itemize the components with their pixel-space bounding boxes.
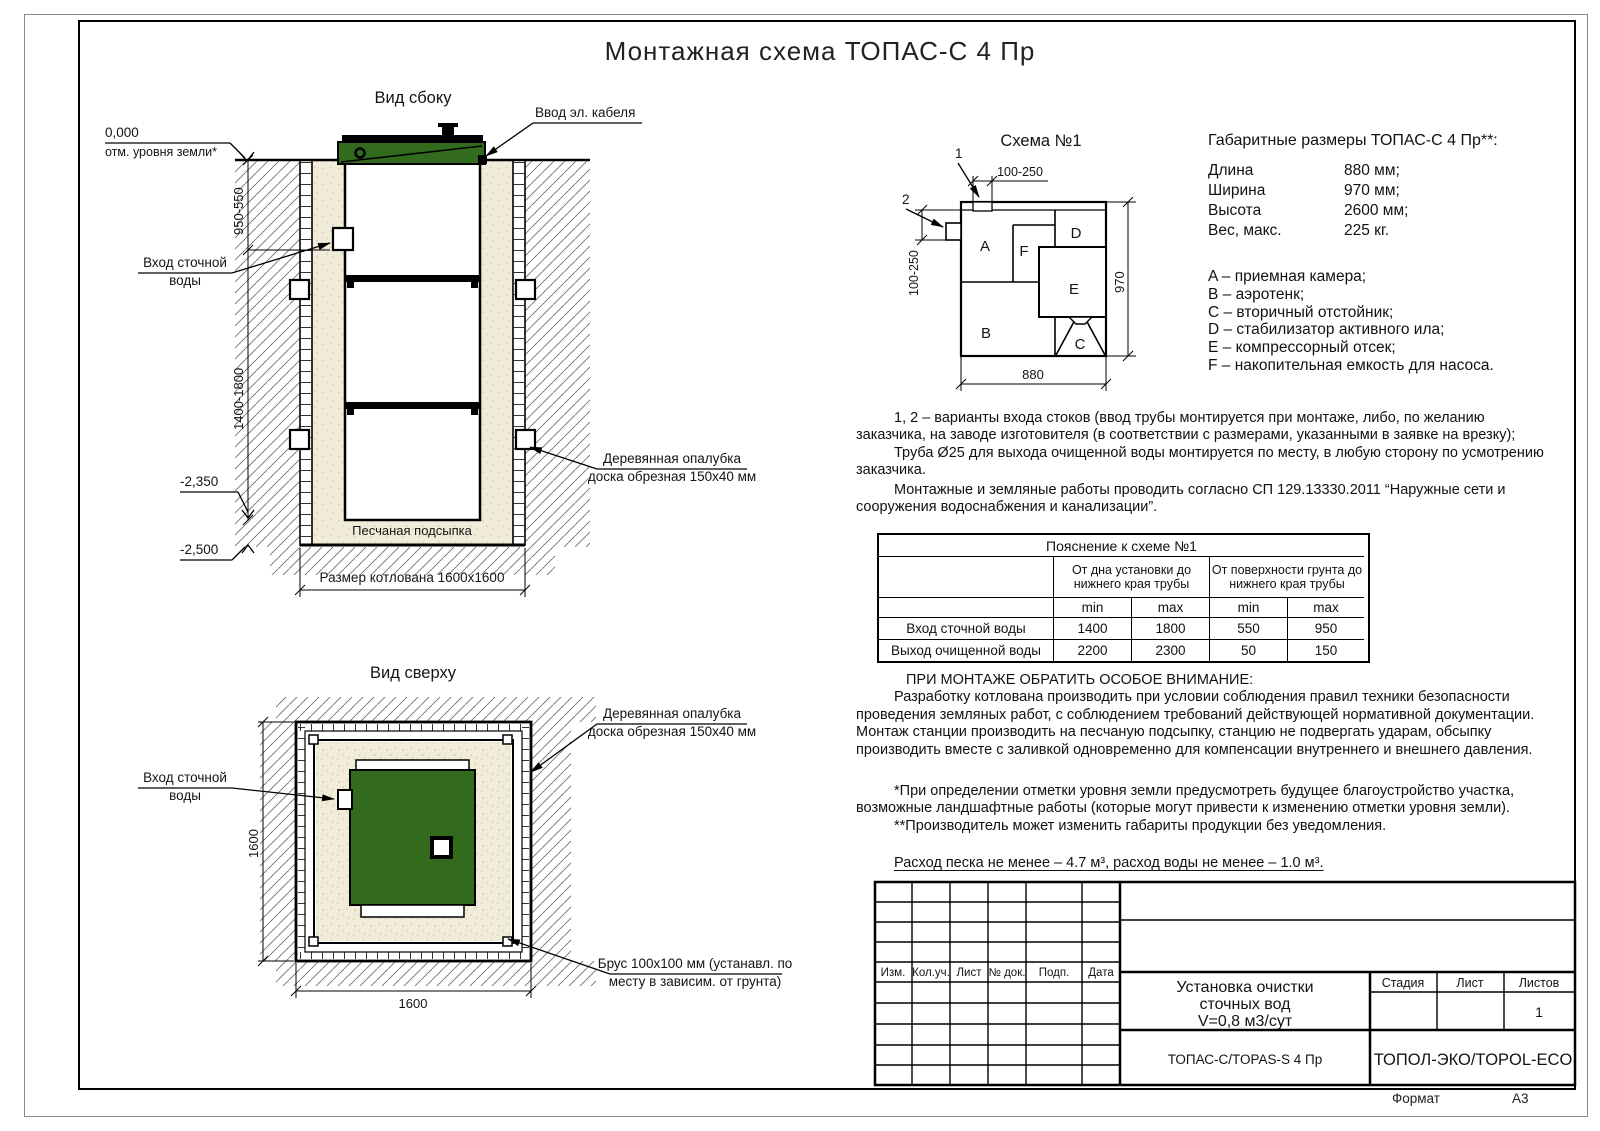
spec-label: Высота [1208,202,1262,219]
legend-item-f: F – накопительная емкость для насоса. [1208,356,1494,374]
table-min-header: min [1054,598,1132,618]
rev-header-data: Дата [1088,967,1114,979]
page-title: Монтажная схема ТОПАС-С 4 Пр [604,36,1036,66]
format-label: Формат [1392,1091,1440,1106]
attention-block [856,672,1550,759]
legend-item-d: D – стабилизатор активного ила; [1208,321,1445,339]
table-empty-cell [879,598,1054,618]
table-cell: 2300 [1132,640,1210,661]
schema-dim-left-label: 100-250 [907,250,921,296]
tank-lid [338,123,487,164]
schema-drawing [860,110,1160,410]
consumption-note [856,855,1550,871]
rev-header-ndok: № док. [988,967,1026,979]
compartment-d: D [1070,225,1082,242]
spec-row-width [1208,182,1568,202]
spec-value: 2600 мм; [1344,202,1409,219]
footnotes [856,783,1550,835]
note-variants [856,410,1550,480]
schema-dim-height-label: 970 [1112,271,1127,293]
dim-950-550: 950-550 [231,187,246,235]
table-cell: 1400 [1054,618,1132,640]
legend-item-a: A – приемная камера; [1208,268,1367,285]
compartment-c: C [1074,336,1086,353]
model-designation: ТОПАС-С/TOPAS-S 4 Пр [1167,1052,1323,1067]
stage-header: Стадия [1381,976,1425,990]
specs-header: Габаритные размеры ТОПАС-С 4 Пр**: [1208,132,1498,149]
schema-dim-top-label: 100-250 [997,165,1043,179]
footnote-2: **Производитель может изменить габариты продукции без уведомления. [894,817,1387,834]
top-inlet-line1: Вход сточной [143,770,227,785]
beam-callout-line1: Брус 100x100 мм (устанавл. по [597,956,793,971]
cable-entry-point [478,155,487,164]
spec-row-height [1208,202,1568,222]
legend-item-c: C – вторичный отстойник; [1208,303,1394,321]
table-corner-cell [879,557,1054,598]
footnote-1: *При определении отметки уровня земли предусмотреть будущее благоустройство участка, возможные ландшафтные работы (которые могут привести к изменению отметки уровня земли). [856,783,1515,817]
top-view-title: Вид сверху [370,664,456,682]
note-pipe-text: Труба Ø25 для выхода очищенной воды монтируется по месту, в любую сторону по усмотрению заказчика. [856,444,1544,479]
beam-callout-line2: месту в зависим. от грунта) [608,974,782,989]
compartment-legend [1208,268,1578,375]
table-max-header: max [1132,598,1210,618]
compartment-b: B [980,325,992,342]
table-max-header: max [1288,598,1364,618]
schema-marker-1: 1 [955,146,963,161]
attention-body: Разработку котлована производить при условии соблюдения правил техники безопасности проведения земляных работ, с соблюдением требований действующей нормативной документации. Монтаж станции производить на песчаную подсыпку, станцию не подвергать ударам, обсыпку производить вместе с заливкой одновременно для компенсации внутреннего и внешнего давления. [856,689,1535,758]
spec-row-weight [1208,222,1568,242]
rev-header-list: Лист [956,967,982,979]
project-title-line2: сточных вод [1199,996,1291,1013]
pit-size-label: Размер котлована 1600x1600 [319,570,505,585]
inlet-callout-line2: воды [169,273,201,288]
lid-hatch-square [432,838,451,857]
consumption-text: Расход песка не менее – 4.7 м³, расход воды не менее – 1.0 м³. [894,855,1324,871]
spec-value: 970 мм; [1344,182,1400,199]
top-dim-h-label: 1600 [398,996,428,1011]
schema-body [946,202,1106,356]
top-lid [338,760,475,917]
level-2350-value: -2,350 [180,474,219,489]
compartment-f: F [1019,243,1029,260]
project-title-line1: Установка очистки [1176,979,1314,996]
table-cell: 50 [1210,640,1288,661]
schema-dim-top [968,176,1048,202]
table-group2-header: От поверхности грунта до нижнего края трубы [1210,557,1364,598]
top-view-drawing [80,650,820,1025]
attention-title: ПРИ МОНТАЖЕ ОБРАТИТЬ ОСОБОЕ ВНИМАНИЕ: [906,672,1254,688]
top-formwork-line1: Деревянная опалубка [602,706,742,721]
sheet-header: Лист [1456,976,1484,990]
compartment-e: E [1068,281,1080,298]
vent-cap [438,123,458,127]
table-title: Пояснение к схеме №1 [879,535,1364,557]
inlet-callout-line1: Вход сточной [143,255,227,270]
table-cell: 2200 [1054,640,1132,661]
company-name: ТОПОЛ-ЭКО/TOPOL-ECO [1373,1051,1573,1069]
table-min-header: min [1210,598,1288,618]
legend-item-e: E – компрессорный отсек; [1208,339,1396,357]
spec-row-length [1208,162,1568,182]
formwork-callout-line2: доска обрезная 150x40 мм [587,469,757,484]
explanation-table [877,533,1370,663]
top-inlet-line2: воды [169,788,201,803]
project-title-line3: V=0,8 м3/сут [1197,1013,1293,1030]
top-inlet-connector [338,790,352,809]
inlet-variant-2 [946,223,961,240]
rev-header-izm: Изм. [880,967,906,979]
inlet-connector [333,228,353,250]
rev-header-podp: Подп. [1038,967,1070,979]
table-cell: 950 [1288,618,1364,640]
table-cell: 150 [1314,643,1338,658]
schema-title: Схема №1 [1000,132,1082,150]
top-formwork-line2: доска обрезная 150x40 мм [587,724,757,739]
table-row-label: Выход очищенной воды [879,640,1054,661]
rev-header-koluch: Кол.уч. [912,967,950,979]
sand-bedding-label: Песчаная подсыпка [352,523,472,538]
cable-callout [486,105,642,156]
tank-body [345,163,480,520]
spec-value: 225 кг. [1344,222,1390,239]
schema-dim-width-label: 880 [1022,367,1044,382]
level-zero-value: 0,000 [105,125,139,140]
title-block [873,880,1578,1090]
sheets-header: Листов [1518,976,1560,990]
inlet-variant-1 [973,202,992,211]
sheets-value: 1 [1535,1004,1543,1020]
top-dim-v-label: 1600 [246,829,261,858]
table-group1-header: От дна установки до нижнего края трубы [1054,557,1210,598]
level-2500-value: -2,500 [180,542,219,557]
table-cell: 1800 [1132,618,1210,640]
note-variants-text: 1, 2 – варианты входа стоков (ввод трубы монтируется при монтаже, либо, по желанию заказчика, на заводе изготовителя (в соответствии с размерами, указанными в заявке на врезку); [856,410,1516,444]
spec-label: Длина [1208,162,1254,179]
specs-list [1208,162,1568,242]
compartment-a: A [979,238,991,255]
format-value: А3 [1512,1091,1529,1106]
spec-value: 880 мм; [1344,162,1400,179]
schema-marker-2: 2 [902,192,910,207]
formwork-callout-line1: Деревянная опалубка [602,451,742,466]
side-view-drawing [80,85,820,610]
cable-callout-label: Ввод эл. кабеля [535,105,636,120]
table-row-label: Вход сточной воды [879,618,1054,640]
spec-label: Вес, макс. [1208,222,1282,239]
side-view-title: Вид сбоку [374,89,452,107]
note-standard: Монтажные и земляные работы проводить согласно СП 129.13330.2011 “Наружные сети и сооружения водоснабжения и канализации”. [856,482,1506,516]
legend-item-b: B – аэротенк; [1208,285,1305,303]
table-cell: 550 [1210,618,1288,640]
spec-label: Ширина [1208,182,1266,199]
level-zero-note: отм. уровня земли* [105,145,218,159]
dim-1400-1800: 1400-1800 [231,367,246,430]
